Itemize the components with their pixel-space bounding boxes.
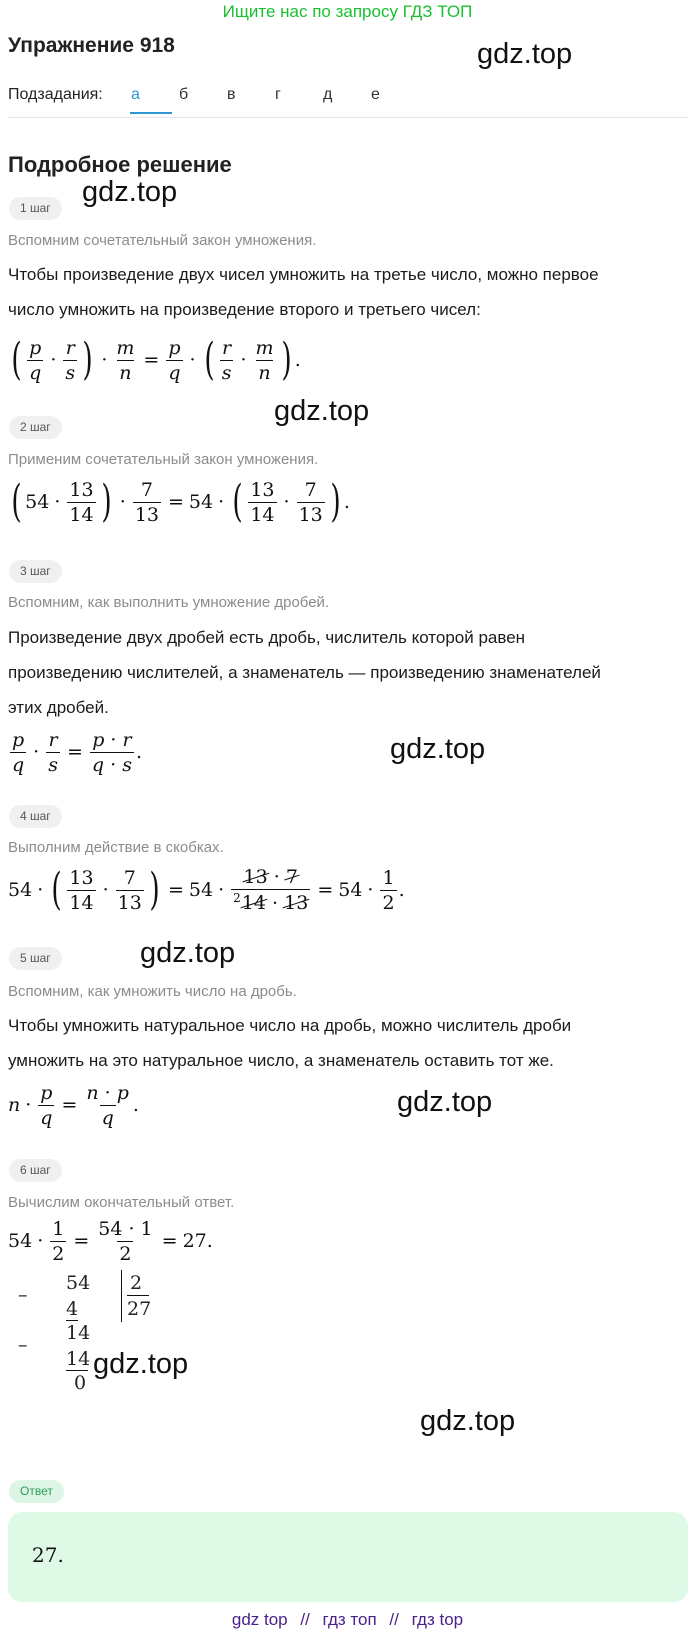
- tab-v[interactable]: в: [227, 86, 236, 103]
- quotient: 27: [127, 1298, 152, 1320]
- watermark: gdz.top: [82, 176, 178, 208]
- step-badge: 6 шаг: [9, 1159, 62, 1182]
- step-hint: Выполним действие в скобках.: [8, 839, 224, 856]
- formula-number-times-fraction: n · $\frac{p}{q}$ = $\frac{n \cdot p}{q}$ .: [8, 1081, 139, 1129]
- formula-final: 54 · $\frac{1}{2}$ = $\frac{54 \cdot 1}{2}$ = 27.: [8, 1217, 213, 1265]
- paren: ): [82, 334, 93, 385]
- divisor: 2: [130, 1272, 143, 1294]
- sub-line: [66, 1320, 78, 1321]
- step-badge: 5 шаг: [9, 947, 62, 970]
- watermark: gdz.top: [390, 733, 486, 765]
- step-text: этих дробей.: [8, 698, 109, 717]
- step-text: умножить на это натуральное число, а знаменатель оставить тот же.: [8, 1051, 554, 1070]
- dividend: 54: [66, 1272, 91, 1294]
- divisor-line: [127, 1295, 149, 1296]
- watermark: gdz.top: [420, 1405, 516, 1437]
- step-text: Чтобы произведение двух чисел умножить на третье число, можно первое: [8, 265, 599, 284]
- search-banner[interactable]: Ищите нас по запросу ГДЗ ТОП: [222, 2, 473, 21]
- watermark: gdz.top: [397, 1086, 493, 1118]
- tab-g[interactable]: г: [275, 86, 281, 103]
- step-badge: 4 шаг: [9, 805, 62, 828]
- formula-step2: ( 54 · $\frac{13}{14}$ ) · $\frac{7}{13}$ = 54 · ( $\frac{13}{14}$ · $\frac{7}{13}$ ) .: [11, 476, 350, 527]
- minus-sign: –: [18, 1334, 28, 1356]
- answer-value: 27.: [32, 1543, 64, 1567]
- watermark: gdz.top: [274, 395, 370, 427]
- step-text: число умножить на произведение второго и третьего чисел:: [8, 300, 481, 319]
- footer-link[interactable]: gdz top: [231, 1610, 288, 1629]
- step-hint: Вычислим окончательный ответ.: [8, 1194, 235, 1211]
- step-hint: Вспомним сочетательный закон умножения.: [8, 232, 317, 249]
- paren: (: [11, 334, 22, 385]
- answer-badge: Ответ: [9, 1480, 64, 1503]
- step-text: Чтобы умножить натуральное число на дробь, можно числитель дроби: [8, 1016, 572, 1035]
- subtrahend: 4: [66, 1298, 79, 1320]
- step-text: произведению числителей, а знаменатель — произведению знаменателей: [8, 663, 601, 682]
- formula-step4: 54 · ( $\frac{13}{14}$ · $\frac{7}{13}$ ) = 54 · $\frac{13 \cdot 7}{^214 \cdot 13}$ = 54 · $\frac{1}{2}$ .: [8, 864, 405, 915]
- step-text: Произведение двух дробей есть дробь, числитель которой равен: [8, 628, 526, 647]
- footer-links: [0, 1610, 695, 1630]
- answer-box: [8, 1512, 688, 1602]
- step-hint: Вспомним, как выполнить умножение дробей.: [8, 594, 330, 611]
- tab-b[interactable]: б: [179, 86, 189, 103]
- subtasks-label: Подзадания:: [8, 86, 103, 103]
- step-badge: 2 шаг: [9, 416, 62, 439]
- footer-link[interactable]: гдз top: [411, 1610, 464, 1629]
- remainder: 14: [66, 1322, 91, 1344]
- watermark: gdz.top: [477, 38, 573, 70]
- formula-fraction-product: $\frac{p}{q}$ · $\frac{r}{s}$ = $\frac{p \cdot r}{q \cdot s}$ .: [12, 728, 142, 776]
- sub-line: [66, 1370, 88, 1371]
- watermark: gdz.top: [140, 937, 236, 969]
- step-badge: 3 шаг: [9, 560, 62, 583]
- subtask-tabs: [131, 86, 419, 104]
- tab-e[interactable]: е: [371, 86, 380, 103]
- divider: [8, 117, 688, 118]
- formula-associative: ( $\frac{p}{q}$ · $\frac{r}{s}$ ) · $\frac{m}{n}$ = $\frac{p}{q}$ · ( $\frac{r}{s}$ · $\frac{m}{n}$ ) .: [11, 334, 301, 385]
- minus-sign: –: [18, 1284, 28, 1306]
- step-badge: 1 шаг: [9, 197, 62, 220]
- page-title: Упражнение 918: [8, 34, 175, 57]
- watermark: gdz.top: [93, 1348, 189, 1380]
- step-hint: Вспомним, как умножить число на дробь.: [8, 983, 297, 1000]
- section-title: Подробное решение: [8, 152, 232, 177]
- footer-link[interactable]: гдз топ: [322, 1610, 377, 1629]
- footer-separator: //: [389, 1610, 399, 1629]
- active-tab-indicator: [130, 112, 172, 114]
- footer-separator: //: [300, 1610, 310, 1629]
- step-hint: Применим сочетательный закон умножения.: [8, 451, 319, 468]
- tab-d[interactable]: д: [323, 86, 333, 103]
- subtrahend: 14: [66, 1348, 91, 1370]
- tab-a[interactable]: а: [131, 86, 140, 103]
- remainder: 0: [74, 1372, 87, 1394]
- division-bar: [121, 1270, 122, 1322]
